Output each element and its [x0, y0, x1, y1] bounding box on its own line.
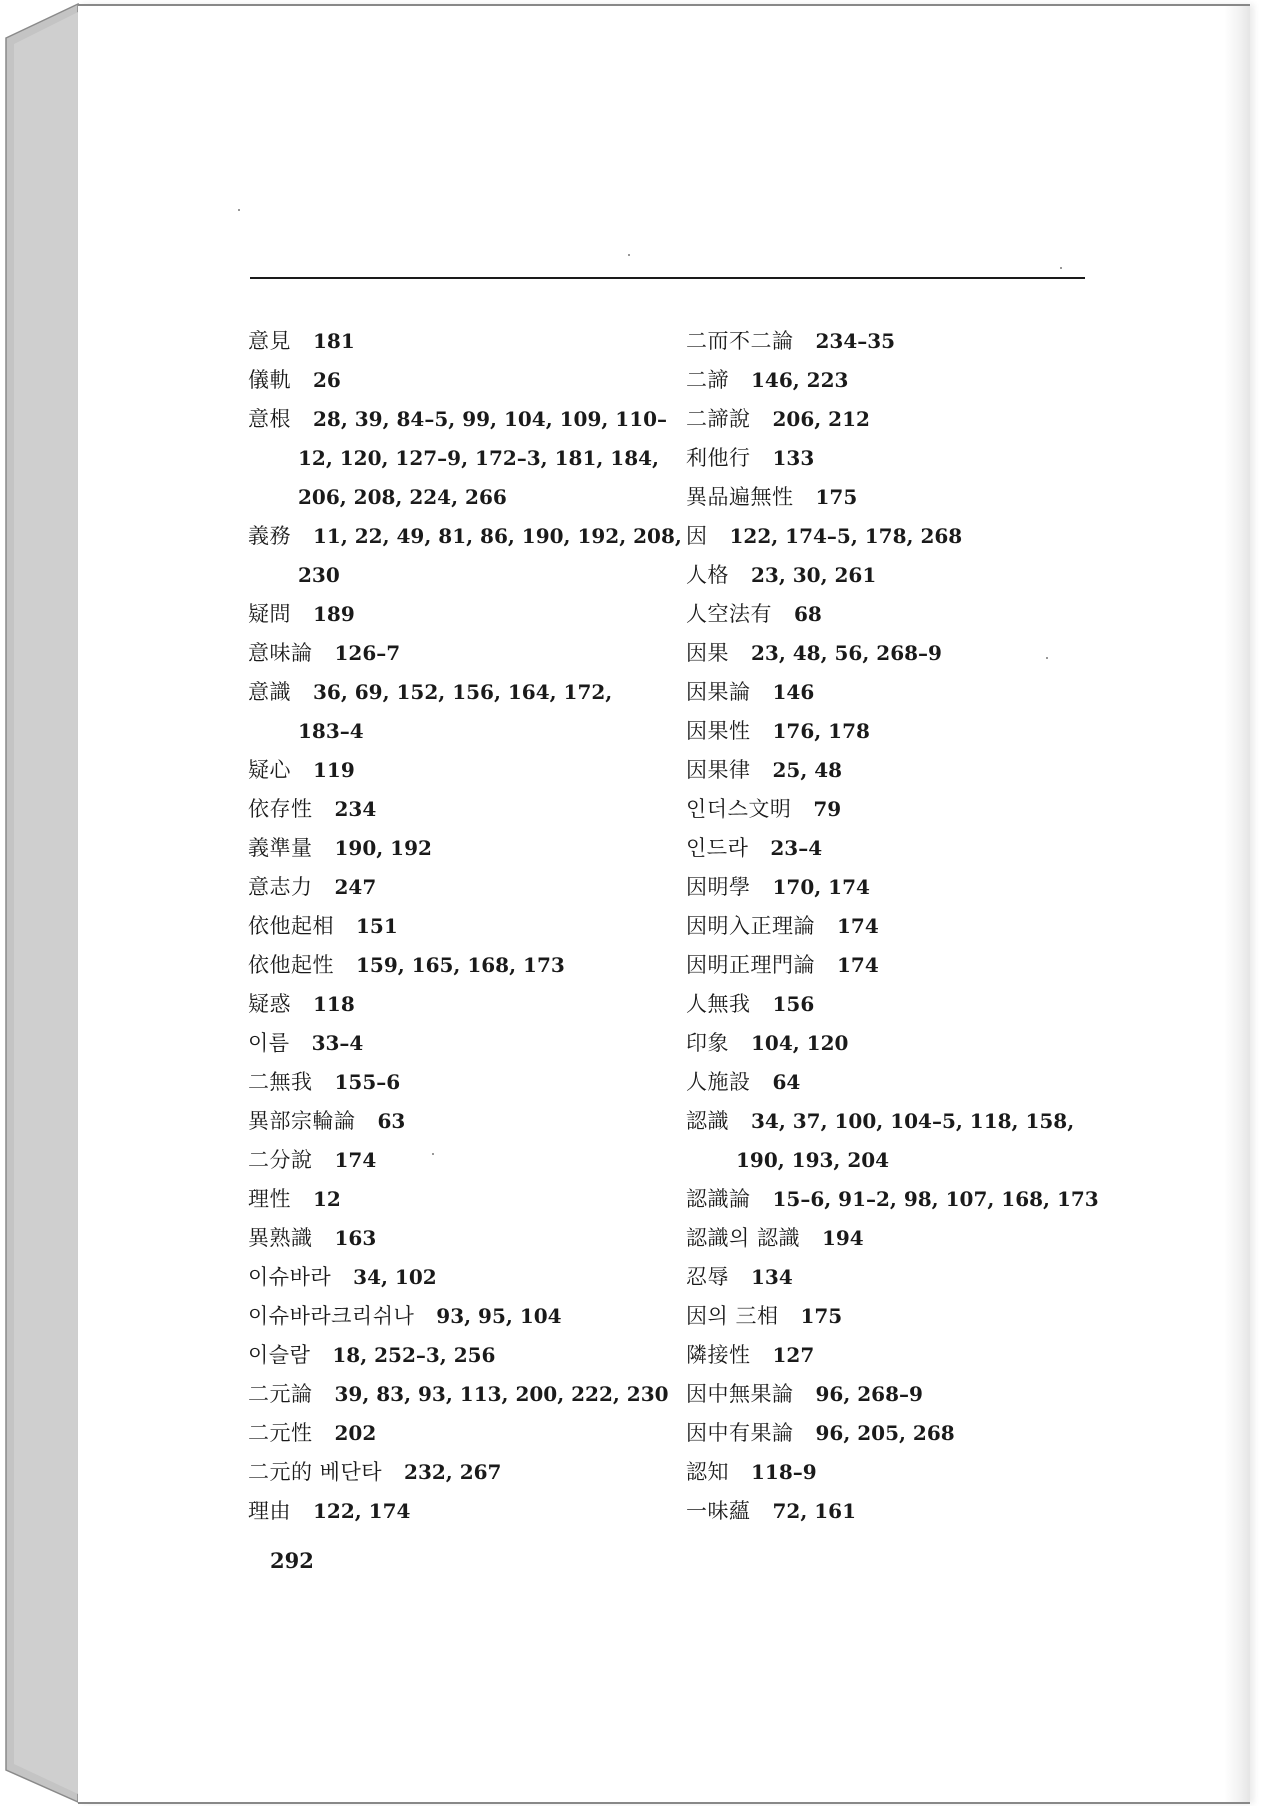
index-entry-line: [248, 634, 653, 673]
index-page-refs: 170, 174: [772, 875, 870, 899]
index-term: 二無我: [248, 1070, 313, 1094]
scan-speck: [432, 1153, 434, 1155]
index-entry-line: [248, 400, 668, 439]
index-entry: [686, 1180, 1106, 1219]
index-page-refs: 190, 193, 204: [736, 1148, 890, 1172]
index-page-refs: 34, 102: [353, 1265, 437, 1289]
index-page-refs: 26: [313, 368, 341, 392]
header-rule: [250, 277, 1085, 279]
index-page-refs: 104, 120: [751, 1031, 849, 1055]
index-entry-line: [686, 790, 1106, 829]
index-page-refs: 36, 69, 152, 156, 164, 172,: [313, 680, 613, 704]
index-page-refs: 96, 268–9: [815, 1382, 923, 1406]
index-term: 因의 三相: [686, 1304, 779, 1328]
index-page-refs: 64: [772, 1070, 801, 1094]
scan-speck: [1060, 267, 1062, 269]
index-term: 이슈바라: [248, 1265, 332, 1289]
index-entry-continuation: [248, 439, 659, 478]
index-entry-line: [686, 1375, 1106, 1414]
index-term: 認識의 認識: [686, 1226, 800, 1250]
index-entry: [248, 1102, 653, 1141]
index-entry: [686, 1063, 1106, 1102]
index-term: 二諦說: [686, 407, 751, 431]
index-entry: [686, 1453, 1106, 1492]
index-entry-line: [686, 1414, 1106, 1453]
page-edge-shadow: [1224, 6, 1250, 1802]
index-entry-continuation: [248, 556, 653, 595]
index-page-refs: 122, 174: [313, 1499, 411, 1523]
index-entry: [686, 829, 1106, 868]
index-term: 人格: [686, 563, 729, 587]
index-entry: [686, 712, 1106, 751]
index-entry: [686, 985, 1106, 1024]
index-term: 人空法有: [686, 602, 772, 626]
index-page-refs: 79: [813, 797, 842, 821]
index-entry-line: [686, 712, 1106, 751]
index-entry-line: [248, 595, 653, 634]
index-term: 意識: [248, 680, 291, 704]
index-term: 인더스文明: [686, 797, 792, 821]
index-entry-line: [686, 1180, 1106, 1219]
index-entry-line: [248, 1102, 653, 1141]
index-page-refs: 119: [313, 758, 355, 782]
index-term: 一味蘊: [686, 1499, 751, 1523]
index-term: 二諦: [686, 368, 729, 392]
index-entry: [686, 673, 1106, 712]
index-term: 認知: [686, 1460, 729, 1484]
index-entry-line: [686, 907, 1106, 946]
index-term: 因中無果論: [686, 1382, 794, 1406]
index-entry: [686, 1024, 1106, 1063]
index-entry: [686, 634, 1106, 673]
index-term: 因果: [686, 641, 729, 665]
index-entry: [248, 985, 653, 1024]
index-entry: [686, 1219, 1106, 1258]
index-page-refs: 28, 39, 84–5, 99, 104, 109, 110–: [313, 407, 668, 431]
index-page-refs: 133: [772, 446, 815, 470]
index-term: 異品遍無性: [686, 485, 794, 509]
index-entry: [686, 400, 1106, 439]
index-entry-line: [686, 400, 1106, 439]
index-term: 依存性: [248, 797, 313, 821]
index-page-refs: 155–6: [334, 1070, 401, 1094]
index-entry: [248, 790, 653, 829]
index-entry: [686, 1297, 1106, 1336]
index-term: 隣接性: [686, 1343, 751, 1367]
index-entry: [686, 1336, 1106, 1375]
index-page-refs: 176, 178: [772, 719, 870, 743]
index-page-refs: 175: [815, 485, 858, 509]
index-page-refs: 118: [313, 992, 355, 1016]
index-entry: [686, 595, 1106, 634]
index-entry-line: [686, 556, 1106, 595]
index-page-refs: 190, 192: [334, 836, 432, 860]
index-entry: [248, 361, 653, 400]
index-entry-line: [686, 985, 1106, 1024]
index-page-refs: 183–4: [298, 719, 364, 743]
index-page-refs: 23, 48, 56, 268–9: [751, 641, 942, 665]
index-page-refs: 206, 208, 224, 266: [298, 485, 507, 509]
index-page-refs: 25, 48: [772, 758, 843, 782]
index-entry-line: [686, 1258, 1106, 1297]
index-entry: [686, 322, 1106, 361]
index-term: 疑心: [248, 758, 291, 782]
index-term: 意根: [248, 407, 291, 431]
index-term: 異熟識: [248, 1226, 313, 1250]
index-term: 依他起性: [248, 953, 334, 977]
index-page-refs: 232, 267: [404, 1460, 502, 1484]
index-page-refs: 68: [794, 602, 822, 626]
index-entry: [686, 1375, 1106, 1414]
index-entry: [686, 1414, 1106, 1453]
index-term: 義準量: [248, 836, 313, 860]
index-term: 意味論: [248, 641, 313, 665]
index-entry: [248, 1141, 653, 1180]
index-entry-line: [686, 322, 1106, 361]
index-entry: [248, 1063, 653, 1102]
index-term: 認識論: [686, 1187, 751, 1211]
index-page-refs: 163: [334, 1226, 377, 1250]
index-term: 忍辱: [686, 1265, 729, 1289]
index-entry-continuation: [248, 478, 653, 517]
index-page-refs: 96, 205, 268: [815, 1421, 955, 1445]
index-entry: [248, 1414, 653, 1453]
index-entry-line: [248, 790, 653, 829]
index-page-refs: 247: [334, 875, 377, 899]
index-term: 異部宗輪論: [248, 1109, 356, 1133]
index-term: 因明正理門論: [686, 953, 815, 977]
index-entry-line: [248, 361, 653, 400]
index-column-right: [686, 322, 1106, 1531]
index-entry-line: [686, 595, 1106, 634]
index-entry-line: [686, 751, 1106, 790]
index-page-refs: 202: [334, 1421, 377, 1445]
index-term: 疑問: [248, 602, 291, 626]
index-term: 二而不二論: [686, 329, 794, 353]
index-entry-line: [686, 1024, 1106, 1063]
index-entry: [248, 829, 653, 868]
index-entry-line: [686, 1102, 1106, 1141]
index-page-refs: 230: [298, 563, 340, 587]
index-entry-line: [686, 1453, 1106, 1492]
index-entry-line: [248, 868, 653, 907]
index-entry: [248, 1492, 653, 1531]
index-entry-continuation: [248, 712, 653, 751]
index-term: 因明學: [686, 875, 751, 899]
index-entry: [248, 751, 653, 790]
index-term: 理由: [248, 1499, 291, 1523]
index-entry-line: [248, 673, 653, 712]
index-page-refs: 39, 83, 93, 113, 200, 222, 230: [334, 1382, 669, 1406]
index-entry: [686, 439, 1106, 478]
index-page-refs: 118–9: [751, 1460, 817, 1484]
index-entry-line: [248, 985, 653, 1024]
index-entry-line: [248, 517, 682, 556]
index-page-refs: 126–7: [334, 641, 401, 665]
index-page-refs: 23, 30, 261: [751, 563, 877, 587]
index-entry-line: [248, 1453, 653, 1492]
index-term: 因果性: [686, 719, 751, 743]
index-entry-line: [248, 1141, 653, 1180]
index-page-refs: 12, 120, 127–9, 172–3, 181, 184,: [298, 446, 659, 470]
index-entry-line: [248, 946, 653, 985]
index-entry: [686, 790, 1106, 829]
index-entry: [248, 946, 653, 985]
index-entry: [248, 673, 653, 751]
index-entry-line: [248, 751, 653, 790]
index-page-refs: 174: [837, 953, 879, 977]
index-entry: [248, 1258, 653, 1297]
index-entry-continuation: [686, 1141, 1106, 1180]
index-page-refs: 189: [313, 602, 355, 626]
index-entry-line: [686, 673, 1106, 712]
index-term: 義務: [248, 524, 291, 548]
index-term: 인드라: [686, 836, 749, 860]
index-term: 意見: [248, 329, 291, 353]
index-entry-line: [686, 634, 1106, 673]
scan-speck: [628, 254, 630, 256]
index-entry-line: [686, 829, 1106, 868]
index-page-refs: 174: [837, 914, 879, 938]
index-entry: [686, 1492, 1106, 1531]
index-term: 二元論: [248, 1382, 313, 1406]
index-term: 二元的 베단타: [248, 1460, 383, 1484]
index-entry-line: [248, 1180, 653, 1219]
index-entry: [248, 400, 668, 517]
index-page-refs: 151: [356, 914, 398, 938]
index-page-refs: 174: [334, 1148, 377, 1172]
index-entry: [686, 751, 1106, 790]
index-entry-line: [686, 946, 1106, 985]
index-entry-line: [248, 907, 653, 946]
index-entry: [248, 1297, 653, 1336]
index-term: 印象: [686, 1031, 729, 1055]
index-entry-line: [248, 1375, 669, 1414]
index-entry: [686, 556, 1106, 595]
index-page-refs: 175: [800, 1304, 843, 1328]
scan-speck: [1046, 657, 1048, 659]
index-entry-line: [248, 322, 653, 361]
index-page-refs: 234: [334, 797, 377, 821]
index-term: 二分說: [248, 1148, 313, 1172]
index-page-refs: 156: [772, 992, 815, 1016]
index-column-left: [248, 322, 682, 1531]
index-page-refs: 181: [313, 329, 355, 353]
index-entry-line: [248, 1024, 653, 1063]
index-page-refs: 11, 22, 49, 81, 86, 190, 192, 208,: [313, 524, 682, 548]
index-term: 意志力: [248, 875, 313, 899]
index-page-refs: 146: [772, 680, 815, 704]
index-page-refs: 33–4: [311, 1031, 364, 1055]
index-entry-line: [686, 1297, 1106, 1336]
index-page-refs: 134: [751, 1265, 793, 1289]
index-term: 人無我: [686, 992, 751, 1016]
index-entry: [248, 1219, 653, 1258]
index-entry-line: [686, 517, 1106, 556]
index-term: 因: [686, 524, 708, 548]
index-term: 이슈바라크리쉬나: [248, 1304, 415, 1328]
index-term: 人施設: [686, 1070, 751, 1094]
page-number: 292: [270, 1548, 314, 1573]
index-entry-line: [248, 1414, 653, 1453]
index-term: 儀軌: [248, 368, 291, 392]
index-entry-line: [686, 868, 1106, 907]
index-entry: [686, 1258, 1106, 1297]
index-entry: [248, 634, 653, 673]
index-term: 이름: [248, 1031, 290, 1055]
index-page-refs: 93, 95, 104: [436, 1304, 562, 1328]
index-page-refs: 34, 37, 100, 104–5, 118, 158,: [751, 1109, 1075, 1133]
index-entry: [248, 907, 653, 946]
index-entry: [248, 517, 682, 595]
index-term: 因果律: [686, 758, 751, 782]
index-page-refs: 127: [772, 1343, 815, 1367]
index-page-refs: 12: [313, 1187, 341, 1211]
index-entry-line: [248, 1219, 653, 1258]
index-term: 二元性: [248, 1421, 313, 1445]
index-term: 疑惑: [248, 992, 291, 1016]
index-page-refs: 159, 165, 168, 173: [356, 953, 565, 977]
index-entry-line: [686, 1336, 1106, 1375]
index-entry-line: [248, 1063, 653, 1102]
index-entry: [686, 907, 1106, 946]
index-term: 認識: [686, 1109, 729, 1133]
index-page-refs: 23–4: [770, 836, 823, 860]
index-term: 理性: [248, 1187, 291, 1211]
index-entry-line: [248, 1492, 653, 1531]
index-entry: [248, 595, 653, 634]
index-entry-line: [686, 439, 1106, 478]
index-term: 依他起相: [248, 914, 334, 938]
index-entry: [248, 1453, 653, 1492]
index-entry: [686, 868, 1106, 907]
index-entry: [248, 322, 653, 361]
index-page-refs: 194: [821, 1226, 864, 1250]
index-entry: [686, 517, 1106, 556]
index-term: 因明入正理論: [686, 914, 815, 938]
index-entry: [248, 1336, 653, 1375]
index-entry-line: [686, 1492, 1106, 1531]
index-page-refs: 72, 161: [772, 1499, 857, 1523]
index-page-refs: 234–35: [815, 329, 896, 353]
index-entry: [686, 1102, 1106, 1180]
index-entry-line: [248, 829, 653, 868]
index-term: 이슬람: [248, 1343, 311, 1367]
index-entry-line: [686, 1063, 1106, 1102]
index-entry: [686, 946, 1106, 985]
index-page-refs: 63: [377, 1109, 406, 1133]
index-entry-line: [248, 1297, 653, 1336]
scan-speck: [238, 209, 240, 211]
index-entry: [248, 868, 653, 907]
index-page-refs: 15–6, 91–2, 98, 107, 168, 173: [772, 1187, 1099, 1211]
index-term: 因中有果論: [686, 1421, 794, 1445]
index-term: 因果論: [686, 680, 751, 704]
index-entry-line: [686, 1219, 1106, 1258]
index-page-refs: 146, 223: [751, 368, 849, 392]
index-entry-line: [248, 1258, 653, 1297]
index-page-refs: 18, 252–3, 256: [332, 1343, 496, 1367]
index-page-refs: 206, 212: [772, 407, 870, 431]
index-entry-line: [686, 478, 1106, 517]
index-entry: [248, 1375, 669, 1414]
index-entry: [248, 1024, 653, 1063]
index-entry-line: [686, 361, 1106, 400]
index-entry: [248, 1180, 653, 1219]
index-entry: [686, 361, 1106, 400]
index-entry: [686, 478, 1106, 517]
index-entry-line: [248, 1336, 653, 1375]
index-page-refs: 122, 174–5, 178, 268: [729, 524, 963, 548]
index-term: 利他行: [686, 446, 751, 470]
